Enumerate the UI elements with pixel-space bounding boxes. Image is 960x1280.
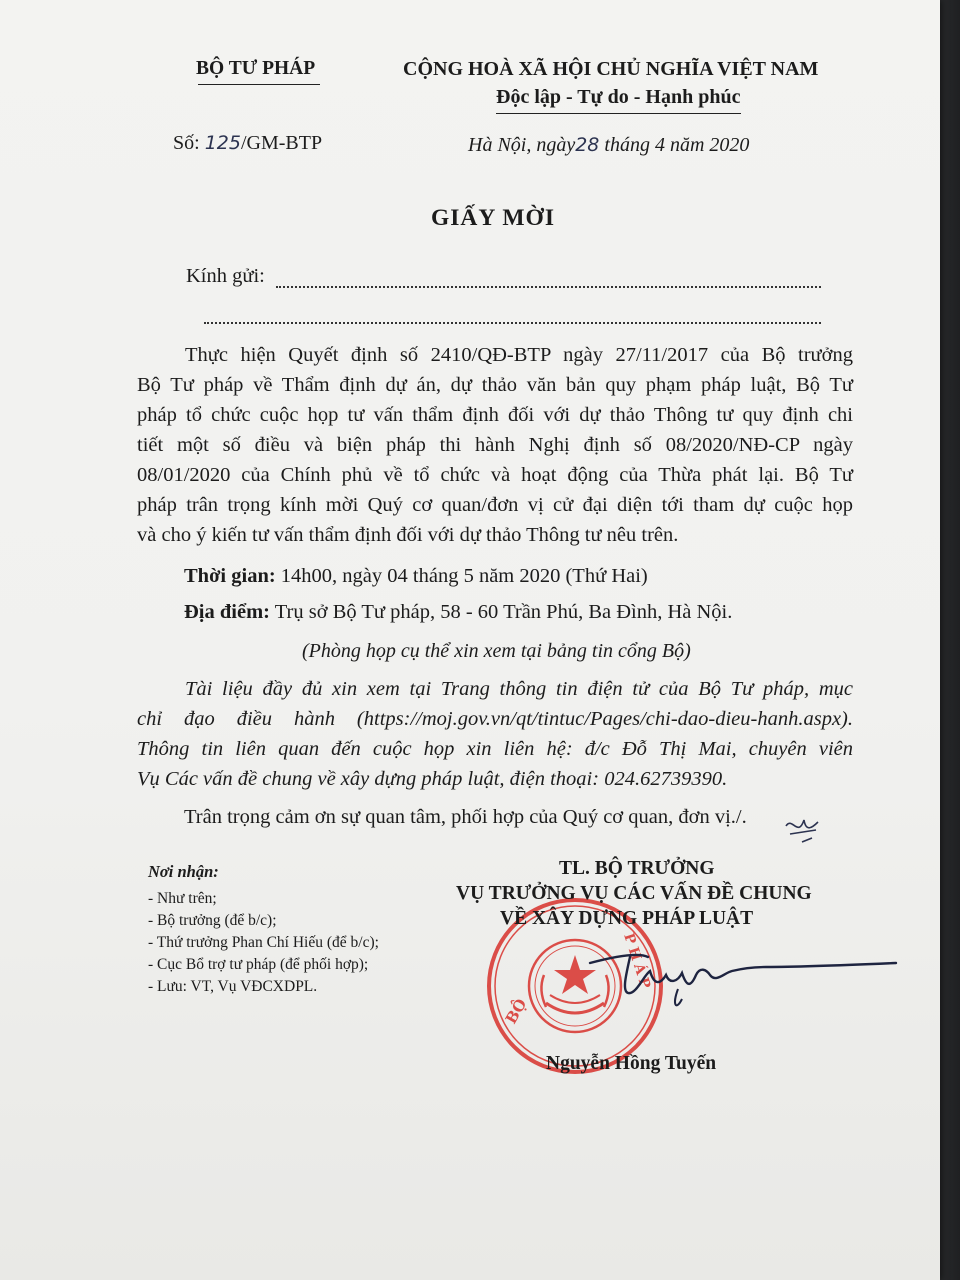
- date-suffix: tháng 4 năm 2020: [604, 134, 750, 156]
- agency-underline: [198, 84, 320, 85]
- date-prefix: Hà Nội, ngày: [468, 134, 576, 156]
- body-line: Thực hiện Quyết định số 2410/QĐ-BTP ngày 27/11/2017 của Bộ trưởng: [185, 344, 853, 366]
- body-line: và cho ý kiến tư vấn thẩm định đối với dự thảo Thông tư nêu trên.: [137, 524, 679, 546]
- recipients-heading: Nơi nhận:: [148, 862, 219, 881]
- number-suffix: /GM-BTP: [240, 132, 323, 154]
- date-day-handwritten: 28: [575, 134, 600, 156]
- nation-title: CỘNG HOÀ XÃ HỘI CHỦ NGHĨA VIỆT NAM: [403, 58, 819, 80]
- number-handwritten: 125: [204, 132, 241, 154]
- body-line: pháp tổ chức cuộc họp tư vấn thẩm định đối với dự thảo Thông tư quy định chi: [137, 404, 853, 426]
- signer-name: Nguyễn Hồng Tuyến: [546, 1053, 717, 1074]
- recipient-item: - Thứ trưởng Phan Chí Hiếu (để b/c);: [148, 934, 379, 951]
- motto-underline: [496, 113, 741, 114]
- recipient-item: - Bộ trưởng (để b/c);: [148, 912, 277, 929]
- location-note: (Phòng họp cụ thể xin xem tại bảng tin cổng Bộ): [302, 640, 691, 662]
- meeting-time: [184, 565, 648, 588]
- stamp-text-left: BỘ: [501, 995, 531, 1027]
- body-line: pháp trân trọng kính mời Quý cơ quan/đơn vị cử đại diện tới tham dự cuộc họp: [137, 494, 853, 516]
- recipient-item: - Cục Bổ trợ tư pháp (để phối hợp);: [148, 956, 369, 973]
- info-line: Vụ Các vấn đề chung về xây dựng pháp luật, điện thoại: 024.62739390.: [137, 768, 728, 790]
- info-line: Tài liệu đầy đủ xin xem tại Trang thông tin điện tử của Bộ Tư pháp, mục: [185, 678, 853, 700]
- location-label: Địa điểm:: [184, 601, 270, 623]
- location-value: Trụ sở Bộ Tư pháp, 58 - 60 Trần Phú, Ba Đình, Hà Nội.: [274, 601, 733, 623]
- document-date: [468, 134, 749, 157]
- recipient-item: - Lưu: VT, Vụ VĐCXDPL.: [148, 978, 318, 995]
- body-line: 08/01/2020 của Chính phủ về tổ chức và hoạt động của Thừa phát lại. Bộ Tư: [137, 464, 853, 486]
- info-line: Thông tin liên quan đến cuộc họp xin liên hệ: đ/c Đỗ Thị Mai, chuyên viên: [137, 738, 853, 760]
- info-line: chỉ đạo điều hành (https://moj.gov.vn/qt/tintuc/Pages/chi-dao-dieu-hanh.aspx).: [137, 708, 853, 730]
- stamp-text-right: PHÁP: [620, 931, 655, 995]
- motto: Độc lập - Tự do - Hạnh phúc: [496, 86, 741, 108]
- initials-mark: [782, 808, 822, 848]
- agency-name: BỘ TƯ PHÁP: [196, 58, 316, 79]
- closing-sentence: Trân trọng cảm ơn sự quan tâm, phối hợp của Quý cơ quan, đơn vị./.: [184, 806, 747, 828]
- document-title: GIẤY MỜI: [431, 205, 555, 231]
- salutation: Kính gửi:: [186, 265, 265, 287]
- recipient-blank-line-2: [204, 322, 821, 324]
- body-line: tiết một số điều và biện pháp thi hành Nghị định số 08/2020/NĐ-CP ngày: [137, 434, 853, 456]
- recipient-item: - Như trên;: [148, 890, 217, 907]
- document-number: [173, 132, 322, 155]
- meeting-location: [184, 601, 732, 624]
- time-value: 14h00, ngày 04 tháng 5 năm 2020 (Thứ Hai): [280, 565, 648, 587]
- recipient-blank-line-1: [276, 286, 821, 288]
- handwritten-signature: [560, 945, 900, 1015]
- signature-title-1: TL. BỘ TRƯỞNG: [559, 858, 715, 879]
- signature-title-3: VỀ XÂY DỰNG PHÁP LUẬT: [500, 908, 754, 929]
- body-line: Bộ Tư pháp về Thẩm định dự án, dự thảo văn bản quy phạm pháp luật, Bộ Tư: [137, 374, 853, 396]
- number-prefix: Số:: [173, 132, 200, 154]
- time-label: Thời gian:: [184, 565, 276, 587]
- signature-title-2: VỤ TRƯỞNG VỤ CÁC VẤN ĐỀ CHUNG: [456, 883, 812, 904]
